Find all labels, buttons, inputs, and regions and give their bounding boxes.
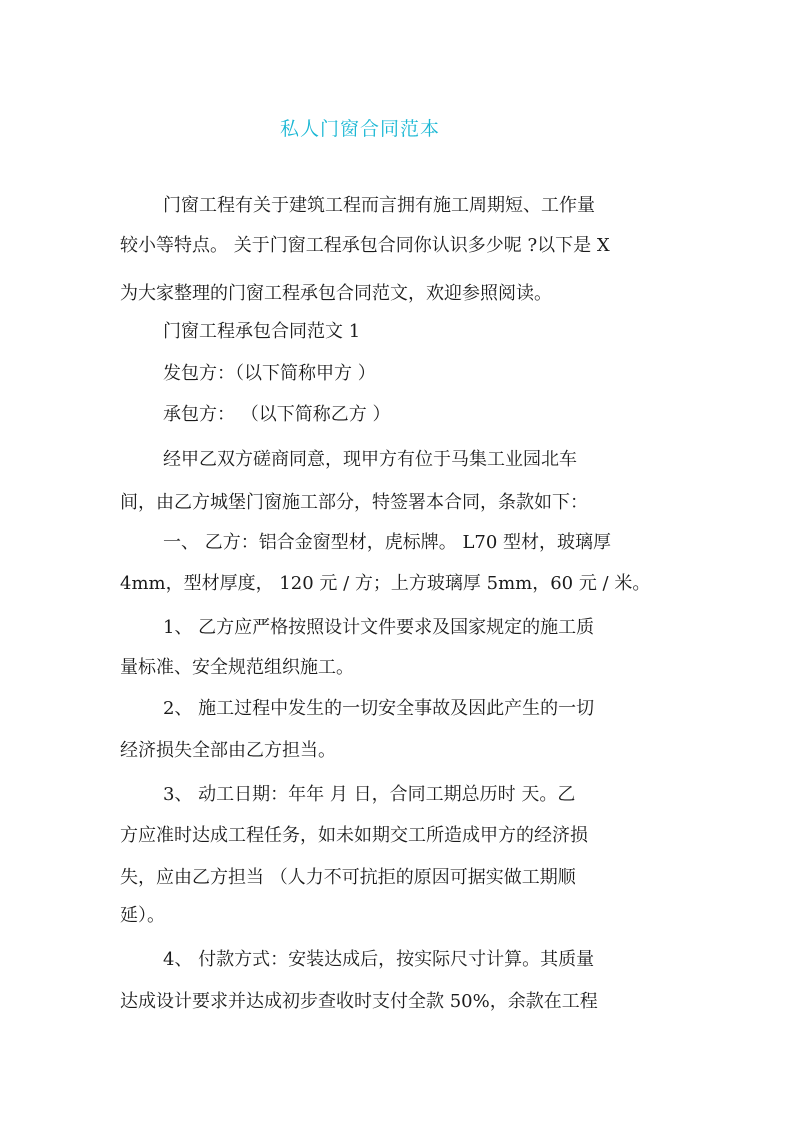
paragraph-line: 方应准时达成工程任务，如未如期交工所造成甲方的经济损: [120, 825, 588, 846]
paragraph-line: 间，由乙方城堡门窗施工部分，特签署本合同，条款如下：: [120, 492, 588, 513]
paragraph-line: 发包方：（以下简称甲方 ）: [163, 363, 376, 384]
paragraph-line: 门窗工程有关于建筑工程而言拥有施工周期短、工作量: [163, 195, 595, 216]
paragraph-line: 为大家整理的门窗工程承包合同范文，欢迎参照阅读。: [120, 283, 552, 304]
paragraph-line: 4mm，型材厚度， 120 元 / 方；上方玻璃厚 5mm，60 元 / 米。: [120, 573, 651, 594]
paragraph-line: 达成设计要求并达成初步查收时支付全款 50%，余款在工程: [120, 991, 598, 1012]
paragraph-line: 一、 乙方：铝合金窗型材，虎标牌。 L70 型材，玻璃厚: [163, 532, 612, 553]
paragraph-line: 量标准、安全规范组织施工。: [120, 657, 354, 678]
paragraph-line: 3、 动工日期：年年 月 日，合同工期总历时 天。乙: [163, 784, 576, 805]
paragraph-line: 延）。: [120, 905, 165, 926]
paragraph-line: 1、 乙方应严格按照设计文件要求及国家规定的施工质: [163, 617, 595, 638]
paragraph-line: 经济损失全部由乙方担当。: [120, 740, 336, 761]
paragraph-line: 较小等特点。 关于门窗工程承包合同你认识多少呢 ?以下是 X: [120, 235, 610, 256]
document-title: 私人门窗合同范本: [279, 118, 440, 140]
paragraph-line: 2、 施工过程中发生的一切安全事故及因此产生的一切: [163, 698, 595, 719]
paragraph-line: 失，应由乙方担当 （人力不可抗拒的原因可据实做工期顺: [120, 867, 576, 888]
paragraph-line: 门窗工程承包合同范文 1: [163, 321, 361, 342]
paragraph-line: 4、 付款方式：安装达成后，按实际尺寸计算。其质量: [163, 949, 595, 970]
paragraph-line: 承包方： （以下简称乙方 ）: [163, 404, 391, 425]
paragraph-line: 经甲乙双方磋商同意，现甲方有位于马集工业园北车: [163, 449, 577, 470]
